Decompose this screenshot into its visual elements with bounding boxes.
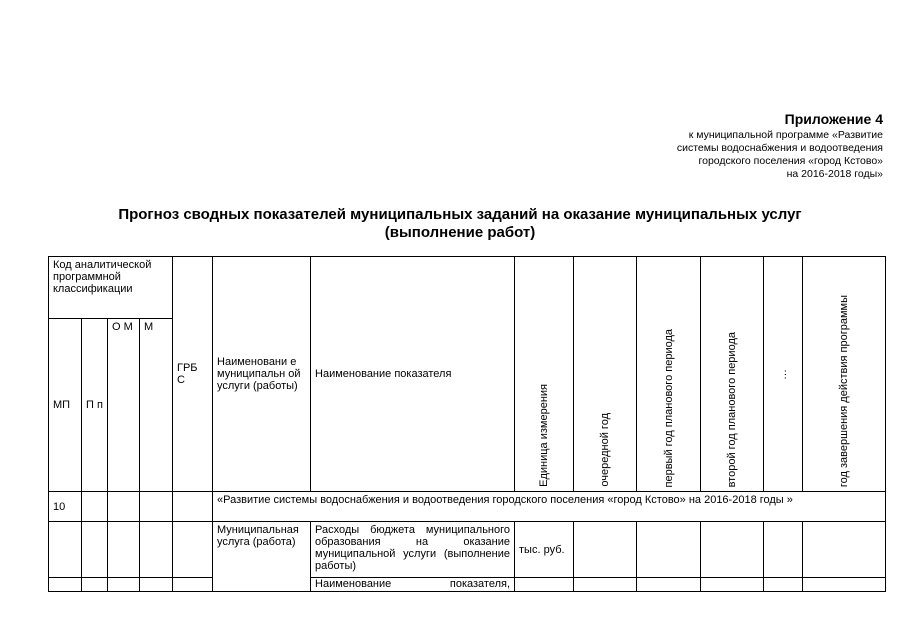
appendix-line: системы водоснабжения и водоотведения	[676, 142, 883, 154]
om-header: О М	[108, 319, 140, 492]
service-mp-cell	[49, 522, 82, 578]
end-year-header	[803, 257, 886, 492]
service-indicator-cell: Расходы бюджета муниципального образования на оказание муниципальной услуги (выполнение работы)	[311, 522, 515, 578]
program-mp-cell: 10	[49, 492, 82, 522]
forecast-table	[48, 256, 886, 592]
program-m-cell	[140, 492, 173, 522]
next-next-year-cell	[574, 578, 637, 592]
ellipsis-header	[764, 257, 803, 492]
service-om-cell	[108, 522, 140, 578]
plan-year-1-header-text: первый год планового периода	[662, 328, 675, 487]
service-pp-cell	[82, 522, 108, 578]
m-header: М	[140, 319, 173, 492]
grbs-header: ГРБ С	[173, 257, 213, 492]
next-om-cell	[108, 578, 140, 592]
mp-header: МП	[49, 319, 82, 492]
next-year-header-text: очередной год	[599, 413, 612, 487]
service-plan-year-1-cell	[637, 522, 701, 578]
program-pp-cell	[82, 492, 108, 522]
service-end-year-cell	[803, 522, 886, 578]
next-m-cell	[140, 578, 173, 592]
next-plan-year-2-cell	[701, 578, 764, 592]
service-plan-year-2-cell	[701, 522, 764, 578]
service-name-cell: Муниципальная услуга (работа)	[213, 522, 311, 592]
service-name-header: Наименовани е муниципальн ой услуги (работы)	[213, 257, 311, 492]
service-m-cell	[140, 522, 173, 578]
service-next-year-cell	[574, 522, 637, 578]
appendix-line: на 2016-2018 годы»	[786, 168, 883, 180]
unit-header-text: Единица измерения	[538, 384, 551, 487]
code-group-header: Код аналитической программной классификации	[49, 257, 173, 319]
plan-year-2-header-text: второй год планового периода	[726, 331, 739, 487]
next-unit-cell	[515, 578, 574, 592]
document-title-line-1: Прогноз сводных показателей муниципальных заданий на оказание муниципальных услуг	[118, 206, 802, 223]
service-unit-cell: тыс. руб.	[515, 522, 574, 578]
appendix-line: городского поселения «город Кстово»	[698, 155, 883, 167]
next-plan-year-1-cell	[637, 578, 701, 592]
next-end-year-cell	[803, 578, 886, 592]
appendix-block	[677, 110, 883, 181]
next-year-header	[574, 257, 637, 492]
unit-header	[515, 257, 574, 492]
next-grbs-cell	[173, 578, 213, 592]
plan-year-1-header	[637, 257, 701, 492]
program-title-cell: «Развитие системы водоснабжения и водоотведения городского поселения «город Кстово» на 2016-2018 годы »	[213, 492, 886, 522]
pp-header: П п	[82, 319, 108, 492]
document-title	[60, 206, 860, 242]
appendix-line: к муниципальной программе «Развитие	[688, 129, 883, 141]
indicator-name-header: Наименование показателя	[311, 257, 515, 492]
next-indicator-cell: Наименование показателя,	[311, 578, 515, 592]
appendix-title: Приложение 4	[784, 111, 883, 127]
next-pp-cell	[82, 578, 108, 592]
program-grbs-cell	[173, 492, 213, 522]
next-mp-cell	[49, 578, 82, 592]
service-ellipsis-cell	[764, 522, 803, 578]
plan-year-2-header	[701, 257, 764, 492]
next-ellipsis-cell	[764, 578, 803, 592]
ellipsis-header-text: …	[777, 368, 790, 380]
document-title-line-2: (выполнение работ)	[384, 224, 536, 241]
program-om-cell	[108, 492, 140, 522]
service-grbs-cell	[173, 522, 213, 578]
end-year-header-text: год завершения действия программы	[838, 294, 851, 487]
